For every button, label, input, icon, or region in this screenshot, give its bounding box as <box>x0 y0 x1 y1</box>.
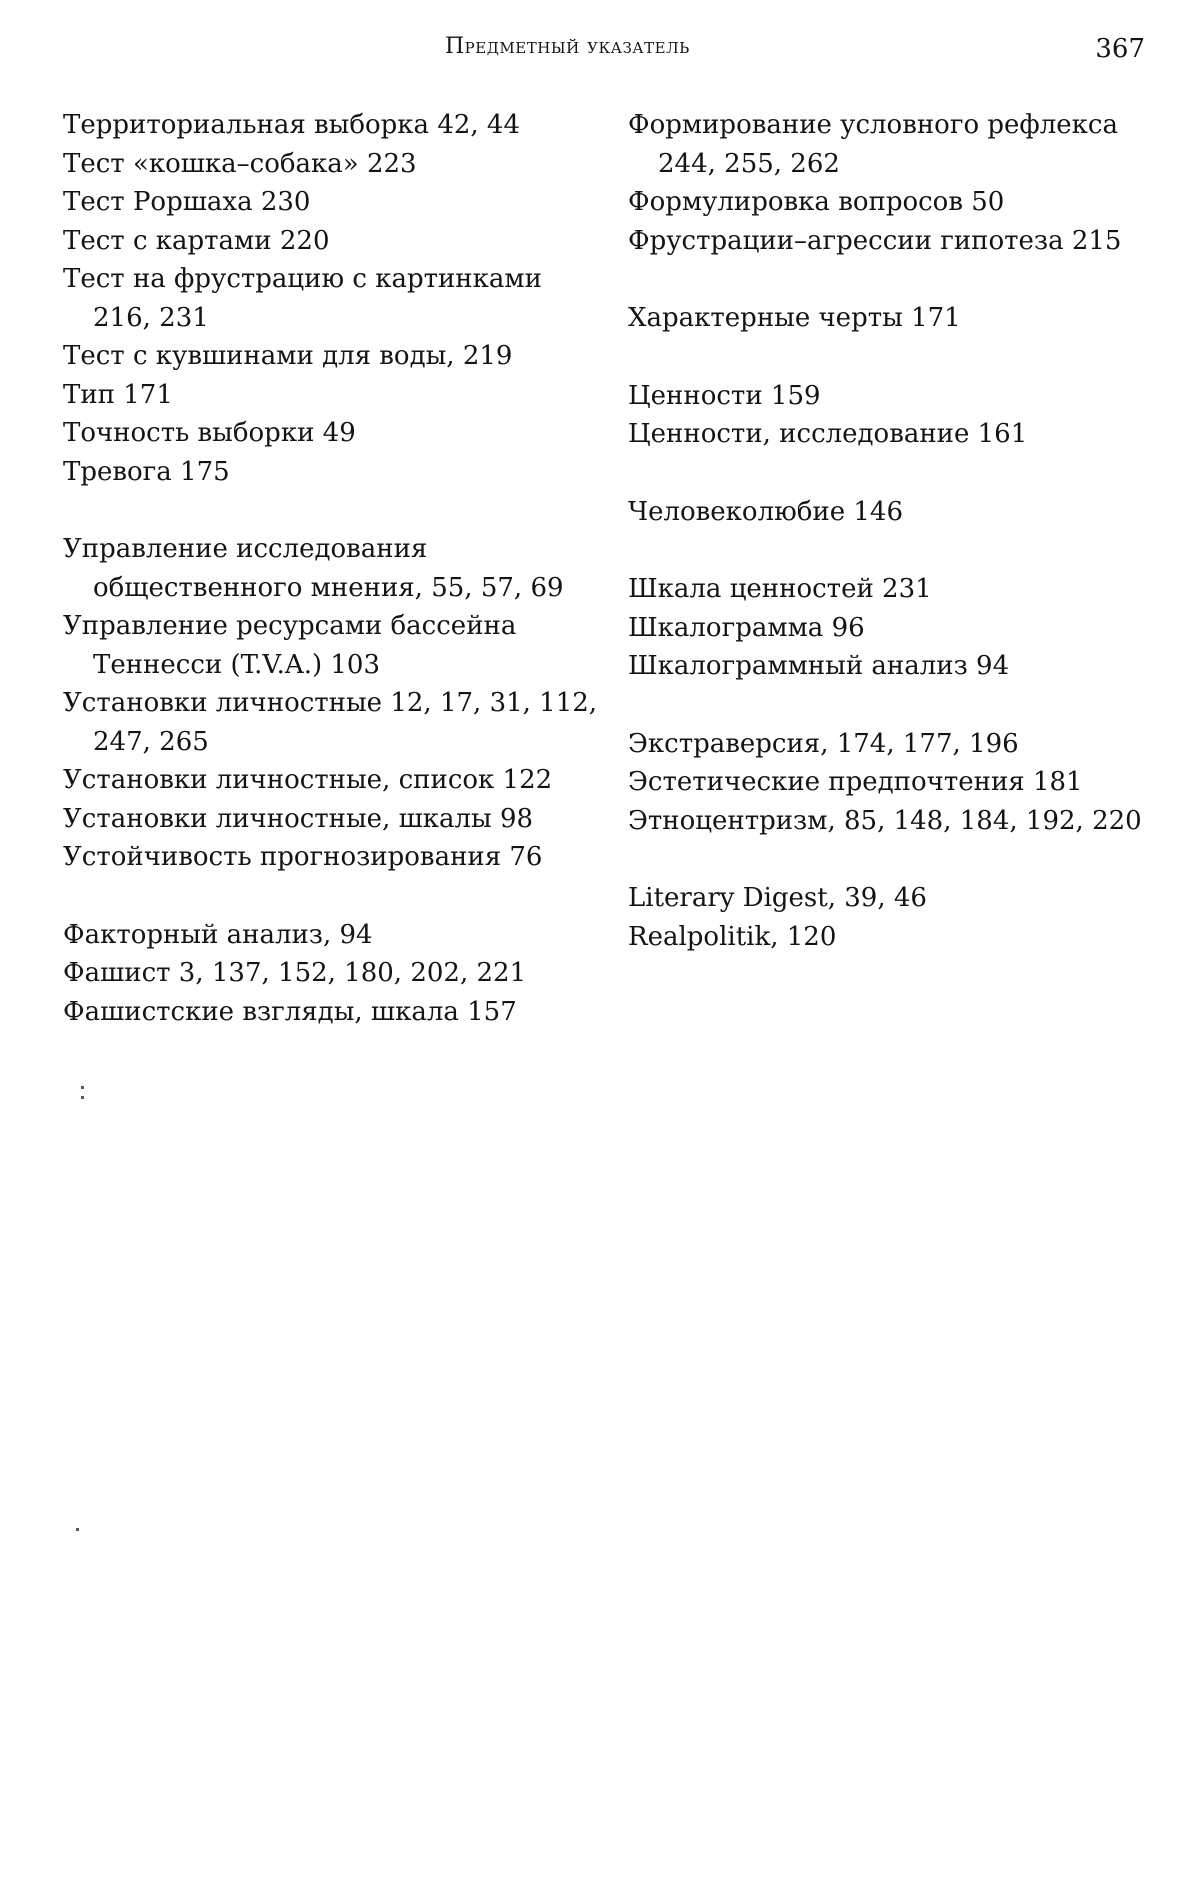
index-entry: Установки личностные, шкалы 98 <box>63 803 534 834</box>
header-title: Предметный указатель <box>445 34 690 59</box>
index-entry: Территориальная выборка 42, 44 <box>63 110 521 140</box>
index-entry: Установки личностные, список 122 <box>63 765 553 795</box>
index-entry: Тест с кувшинами для воды, 219 <box>63 341 513 371</box>
right-index-column <box>628 106 1158 995</box>
index-letter-group <box>628 879 1158 956</box>
index-entry: Факторный анализ, 94 <box>63 919 373 950</box>
index-entry: Фашист 3, 137, 152, 180, 202, 221 <box>63 958 527 988</box>
index-entry: Тип 171 <box>63 379 173 410</box>
index-letter-group <box>63 530 603 877</box>
index-entry: Управление исследования общественного мнения, 55, 57, 69 <box>63 534 564 603</box>
index-entry: Тест с картами 220 <box>63 225 330 256</box>
scan-speck <box>81 1096 84 1099</box>
index-letter-group <box>628 106 1158 260</box>
index-entry: Устойчивость прогнозирования 76 <box>63 842 543 872</box>
index-entry: Этноцентризм, 85, 148, 184, 192, 220 <box>628 805 1142 836</box>
scan-speck <box>76 1528 79 1531</box>
index-entry: Фрустрации–агрессии гипотеза 215 <box>628 225 1122 256</box>
index-entry: Экстраверсия, 174, 177, 196 <box>628 728 1019 759</box>
index-entry: Человеколюбие 146 <box>628 496 903 527</box>
index-entry: Тревога 175 <box>63 456 230 487</box>
index-entry: Ценности 159 <box>628 380 821 411</box>
index-letter-group <box>63 916 603 1032</box>
running-head <box>0 34 1200 74</box>
index-entry: Характерные черты 171 <box>628 303 961 333</box>
index-letter-group <box>628 299 1158 338</box>
index-letter-group <box>628 377 1158 454</box>
index-entry: Шкала ценностей 231 <box>628 574 932 604</box>
index-entry: Точность выборки 49 <box>63 418 356 448</box>
index-letter-group <box>628 570 1158 686</box>
index-entry: Формирование условного рефлекса 244, 255, 262 <box>628 110 1118 179</box>
left-index-column <box>63 106 603 1070</box>
index-entry: Эстетические предпочтения 181 <box>628 767 1083 797</box>
index-entry: Ценности, исследование 161 <box>628 419 1028 449</box>
page-number: 367 <box>1095 34 1145 64</box>
index-entry: Управление ресурсами бассейна Теннесси (T.V.A.) 103 <box>63 611 517 680</box>
index-letter-group <box>628 725 1158 841</box>
index-entry: Формулировка вопросов 50 <box>628 187 1005 217</box>
index-entry: Literary Digest, 39, 46 <box>628 883 927 913</box>
index-entry: Фашистские взгляды, шкала 157 <box>63 996 517 1027</box>
index-entry: Тест на фрустрацию с картинками 216, 231 <box>63 264 542 333</box>
index-entry: Тест Роршаха 230 <box>63 187 311 217</box>
scan-speck <box>81 1086 84 1089</box>
index-letter-group <box>628 493 1158 532</box>
index-entry: Установки личностные 12, 17, 31, 112, 247, 265 <box>63 688 598 757</box>
index-entry: Тест «кошка–собака» 223 <box>63 148 417 179</box>
index-entry: Шкалограммный анализ 94 <box>628 651 1010 681</box>
index-entry: Realpolitik, 120 <box>628 921 837 952</box>
index-entry: Шкалограмма 96 <box>628 612 865 643</box>
index-letter-group <box>63 106 603 491</box>
